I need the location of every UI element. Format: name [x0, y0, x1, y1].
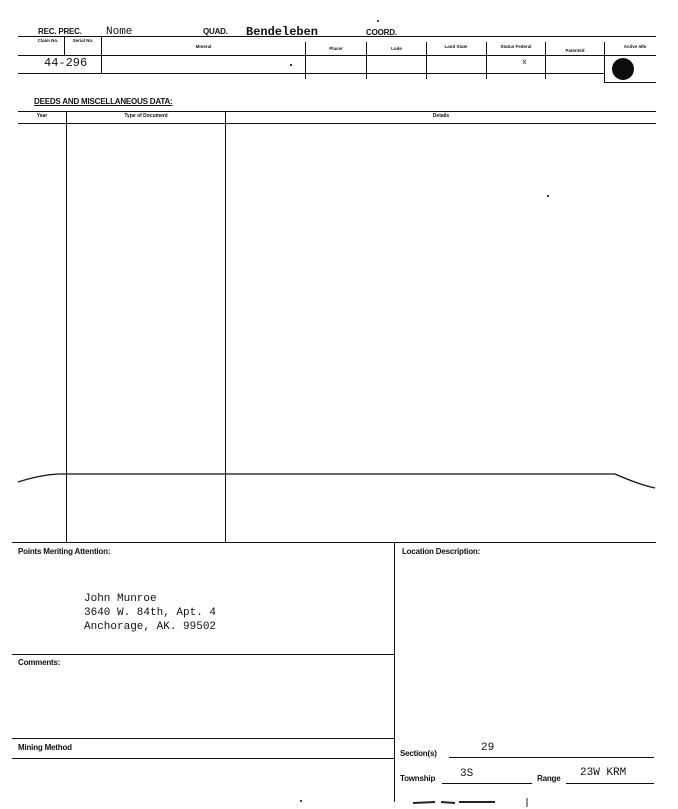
header-rule-mid	[18, 55, 656, 56]
coord-label: COORD.	[366, 28, 397, 37]
fold-line	[0, 460, 678, 500]
points-label: Points Meriting Attention:	[18, 547, 111, 556]
deeds-heading: DEEDS AND MISCELLANEOUS DATA:	[34, 97, 173, 106]
col-mineral: Mineral	[195, 44, 212, 49]
comments-rule	[12, 654, 394, 655]
col-claim-no: Claim No.	[37, 38, 59, 43]
quad-value: Bendeleben	[246, 25, 319, 39]
deeds-rule-header	[18, 123, 656, 124]
col-divider	[101, 36, 102, 73]
col-active-idle: Active Idle	[623, 44, 647, 49]
address-line: John Munroe	[84, 593, 157, 605]
township-value: 3S	[460, 768, 474, 780]
col-lode: Lode	[391, 46, 402, 51]
mining-rule	[12, 738, 394, 739]
claim-number-value: 44-296	[44, 56, 88, 70]
address-block	[84, 592, 216, 634]
stray-dot	[300, 800, 302, 802]
col-status-federal: Status Federal	[500, 44, 532, 49]
col-divider	[604, 42, 605, 82]
deeds-rule-top	[18, 111, 656, 112]
col-divider	[426, 42, 427, 79]
col-divider	[64, 36, 65, 55]
township-underline	[442, 783, 532, 784]
section-value: 29	[481, 742, 495, 754]
col-details: Details	[432, 113, 450, 119]
rec-prec-label: REC. PREC.	[38, 27, 82, 36]
address-line: Anchorage, AK. 99502	[84, 621, 217, 633]
col-land-state: Land State	[444, 44, 468, 49]
section-label: Section(s)	[400, 749, 437, 758]
col-patented: Patented	[565, 48, 585, 53]
col-serial-no: Serial No.	[72, 38, 94, 43]
township-label: Township	[400, 774, 436, 783]
header-rule-bottom	[18, 73, 604, 74]
col-placer: Placer	[329, 46, 343, 51]
stray-dot	[290, 64, 292, 66]
mining-method-label: Mining Method	[18, 743, 72, 752]
status-federal-mark: x	[522, 58, 527, 67]
punch-hole	[612, 58, 634, 80]
col-divider	[486, 42, 487, 79]
stray-dot	[547, 195, 549, 197]
quad-label: QUAD.	[203, 27, 228, 36]
section-underline	[449, 757, 654, 758]
range-value: 23W KRM	[580, 767, 627, 779]
rec-prec-value: Nome	[106, 26, 133, 38]
header-rule-top	[18, 36, 656, 37]
range-label: Range	[537, 774, 561, 783]
range-underline	[566, 783, 654, 784]
mining-rule-lower	[12, 758, 394, 759]
location-label: Location Description:	[402, 547, 481, 556]
address-line: 3640 W. 84th, Apt. 4	[84, 607, 217, 619]
bottom-col-divider	[394, 542, 395, 802]
col-year: Year	[36, 113, 48, 119]
col-type-of-document: Type of Document	[124, 113, 168, 119]
header-rule-bottom-right	[604, 82, 656, 83]
stray-dot	[377, 20, 379, 22]
bottom-rule-top	[12, 542, 656, 543]
smudge-mark	[395, 795, 545, 809]
comments-label: Comments:	[18, 658, 61, 667]
